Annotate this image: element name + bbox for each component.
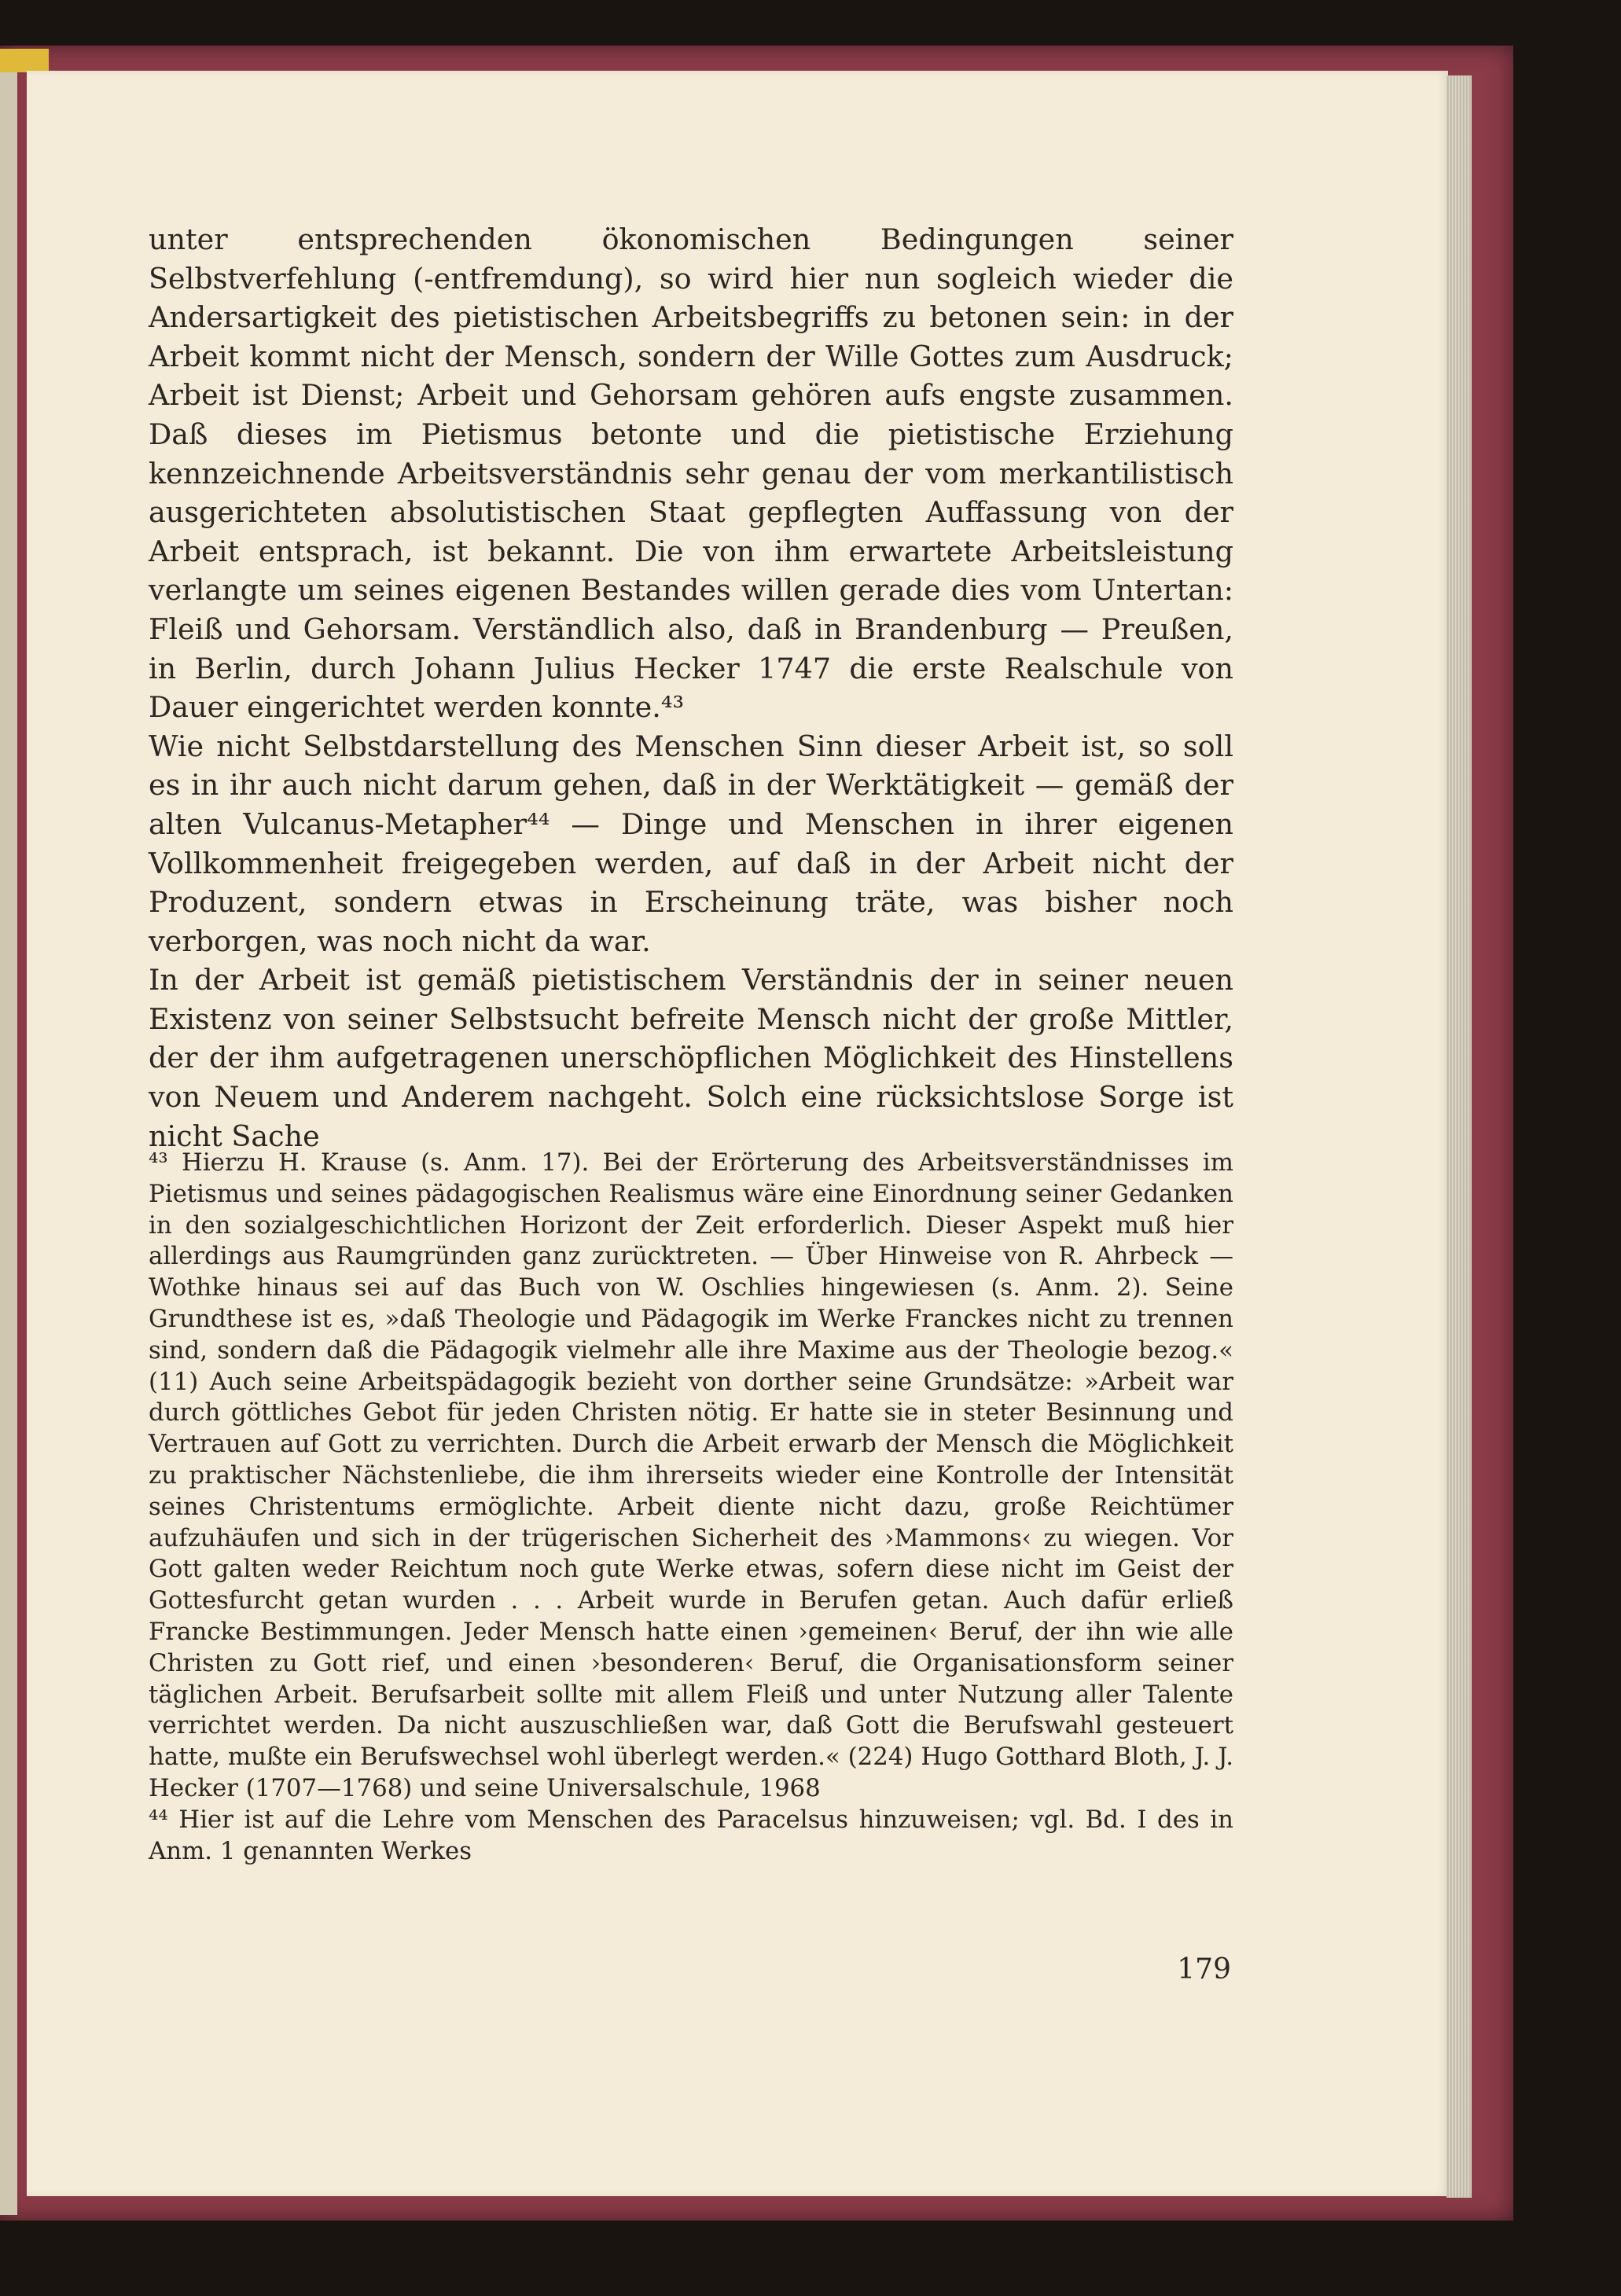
footnote-44: ⁴⁴ Hier ist auf die Lehre vom Menschen des Paracelsus hinzuweisen; vgl. Bd. I des in Anm. 1 genannten Werkes bbox=[149, 1805, 1233, 1865]
paragraph: In der Arbeit ist gemäß pietistischem Verständnis der in seiner neuen Existenz von seiner Selbstsucht befreite Mensch nicht der große Mittler, der der ihm aufgetragenen unerschöpflichen Möglichkeit des Hinstellens von Neuem und Anderem nachgeht. Solch eine rücksichtslose Sorge ist nicht Sache bbox=[149, 963, 1233, 1153]
footnotes bbox=[149, 1148, 1233, 1867]
bookmark-ribbon bbox=[0, 49, 49, 72]
facing-page-edge bbox=[0, 61, 17, 2215]
footnote-43: ⁴³ Hierzu H. Krause (s. Anm. 17). Bei der Erörterung des Arbeitsverständnisses im Pietismus und seines pädagogischen Realismus wäre eine Einordnung seiner Gedanken in den sozialgeschichtlichen Horizont der Zeit erforderlich. Dieser Aspekt muß hier allerdings aus Raumgründen ganz zurücktreten. — Über Hinweise von R. Ahrbeck — Wothke hinaus sei auf das Buch von W. Oschlies hingewiesen (s. Anm. 2). Seine Grundthese ist es, »daß Theologie und Pädagogik im Werke Franckes nicht zu trennen sind, sondern daß die Pädagogik vielmehr alle ihre Maxime aus der Theologie bezog.« (11) Auch seine Arbeitspädagogik bezieht von dorther seine Grundsätze: »Arbeit war durch göttliches Gebot für jeden Christen nötig. Er hatte sie in steter Besinnung und Vertrauen auf Gott zu verrichten. Durch die Arbeit erwarb der Mensch die Möglichkeit zu praktischer Nächstenliebe, die ihm ihrerseits wieder eine Kontrolle der Intensität seines Christentums ermöglichte. Arbeit diente nicht dazu, große Reichtümer aufzuhäufen und sich in der trügerischen Sicherheit des ›Mammons‹ zu wiegen. Vor Gott galten weder Reichtum noch gute Werke etwas, sofern diese nicht im Geist der Gottesfurcht getan wurden . . . Arbeit wurde in Berufen getan. Auch dafür erließ Francke Bestimmungen. Jeder Mensch hatte einen ›gemeinen‹ Beruf, der ihn wie alle Christen zu Gott rief, und einen ›besonderen‹ Beruf, die Organisationsform seiner täglichen Arbeit. Berufsarbeit sollte mit allem Fleiß und unter Nutzung aller Talente verrichtet werden. Da nicht auszuschließen war, daß Gott die Berufswahl gesteuert hatte, mußte ein Berufswechsel wohl überlegt werden.« (224) Hugo Gotthard Bloth, J. J. Hecker (1707—1768) und seine Universalschule, 1968 bbox=[149, 1148, 1233, 1802]
page-stack-edge bbox=[1446, 75, 1472, 2198]
paragraph: unter entsprechenden ökonomischen Bedingungen seiner Selbstverfehlung (-entfremdung), so wird hier nun sogleich wieder die Andersartigkeit des pietistischen Arbeitsbegriffs zu betonen sein: in der Arbeit kommt nicht der Mensch, sondern der Wille Gottes zum Ausdruck; Arbeit ist Dienst; Arbeit und Gehorsam gehören aufs engste zusammen. Daß dieses im Pietismus betonte und die pietistische Erziehung kennzeichnende Arbeitsverständnis sehr genau der vom merkantilistisch ausgerichteten absolutistischen Staat gepflegten Auffassung von der Arbeit entsprach, ist bekannt. Die von ihm erwartete Arbeitsleistung verlangte um seines eigenen Bestandes willen gerade dies vom Untertan: Fleiß und Gehorsam. Verständlich also, daß in Brandenburg — Preußen, in Berlin, durch Johann Julius Hecker 1747 die erste Realschule von Dauer eingerichtet werden konnte.⁴³ bbox=[149, 222, 1233, 725]
page-number: 179 bbox=[1177, 1953, 1231, 1986]
paragraph: Wie nicht Selbstdarstellung des Menschen Sinn dieser Arbeit ist, so soll es in ihr auch nicht darum gehen, daß in der Werktätigkeit — gemäß der alten Vulcanus-Metapher⁴⁴ — Dinge und Menschen in ihrer eigenen Vollkommenheit freigegeben werden, auf daß in der Arbeit nicht der Produzent, sondern etwas in Erscheinung träte, was bisher noch verborgen, was noch nicht da war. bbox=[149, 729, 1233, 958]
main-text bbox=[149, 220, 1233, 1155]
book-page bbox=[27, 71, 1448, 2196]
